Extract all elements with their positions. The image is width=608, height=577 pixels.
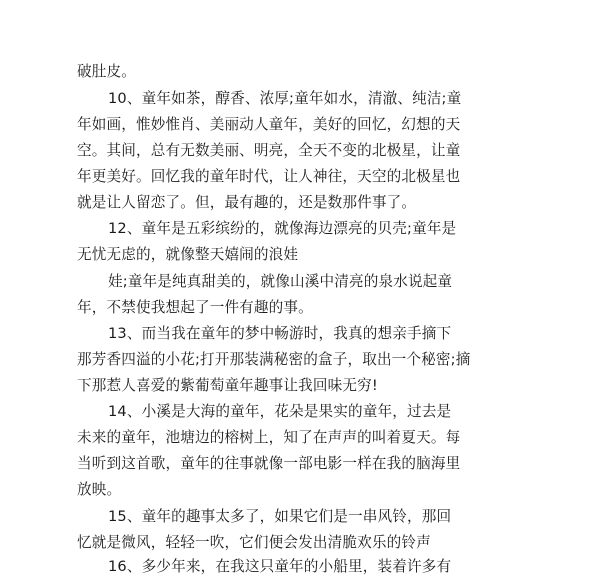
paragraph-16-line-1-cropped xyxy=(108,557,608,575)
paragraph-10-line-3: 空。其间，总有无数美丽、明亮，全天不变的北极星，让童 xyxy=(77,142,461,159)
paragraph-10-line-5: 就是让人留恋了。但，最有趣的，还是数那件事了。 xyxy=(77,194,417,211)
paragraph-14-line-1: 14、小溪是大海的童年，花朵是果实的童年，过去是 xyxy=(108,403,452,420)
paragraph-10-line-2: 年如画，惟妙惟肖、美丽动人童年，美好的回忆，幻想的天 xyxy=(77,116,461,133)
paragraph-12-line-2: 无忧无虑的，就像整天嬉闹的浪娃 xyxy=(77,246,299,263)
paragraph-15-line-2: 忆就是微风，轻轻一吹，它们便会发出清脆欢乐的铃声 xyxy=(77,534,431,551)
paragraph-13-line-1: 13、而当我在童年的梦中畅游时，我真的想亲手摘下 xyxy=(108,325,452,342)
paragraph-12-line-4: 年，不禁使我想起了一件有趣的事。 xyxy=(77,299,313,316)
paragraph-12-line-1: 12、童年是五彩缤纷的，就像海边漂亮的贝壳;童年是 xyxy=(108,220,457,237)
paragraph-14-line-3: 当听到这首歌，童年的往事就像一部电影一样在我的脑海里 xyxy=(77,455,461,472)
text-line: 破肚皮。 xyxy=(77,63,136,80)
paragraph-13-line-2: 那芳香四溢的小花;打开那装满秘密的盒子，取出一个秘密;摘 xyxy=(77,351,471,368)
paragraph-15-line-1: 15、童年的趣事太多了，如果它们是一串风铃，那回 xyxy=(108,508,452,525)
paragraph-10-line-4: 年更美好。回忆我的童年时代，让人神往，天空的北极星也 xyxy=(77,168,461,185)
paragraph-10-line-1: 10、童年如茶，醇香、浓厚;童年如水，清澈、纯洁;童 xyxy=(108,90,462,107)
paragraph-14-line-4: 放映。 xyxy=(77,481,122,498)
paragraph-12-line-3: 娃;童年是纯真甜美的，就像山溪中清亮的泉水说起童 xyxy=(108,273,453,290)
paragraph-13-line-3: 下那惹人喜爱的紫葡萄童年趣事让我回味无穷! xyxy=(77,377,378,394)
paragraph-16-text: 16、多少年来，在我这只童年的小船里，装着许多有 xyxy=(108,558,452,575)
paragraph-14-line-2: 未来的童年，池塘边的榕树上，知了在声声的叫着夏天。每 xyxy=(77,429,461,446)
